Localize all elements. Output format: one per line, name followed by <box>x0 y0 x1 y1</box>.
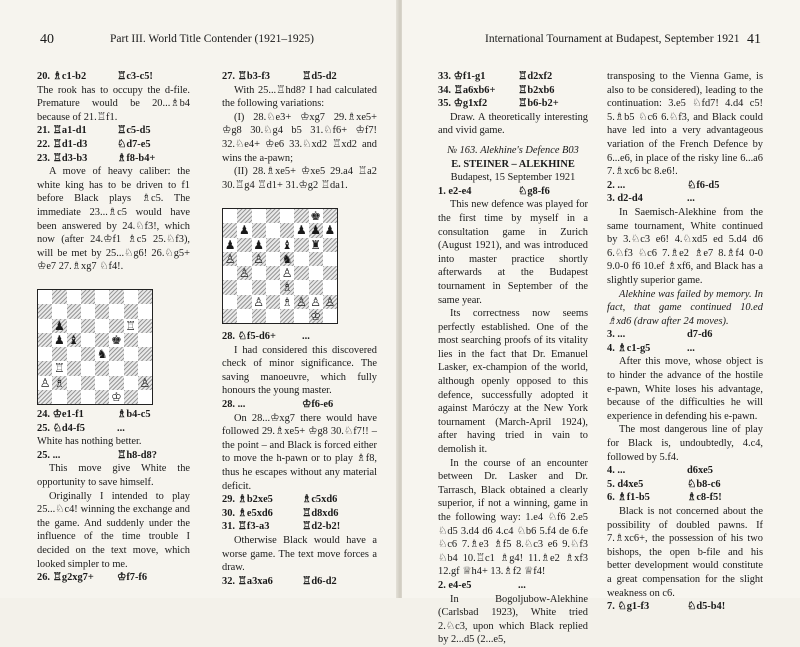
left-column-2-top <box>222 70 377 192</box>
board-square <box>237 252 251 266</box>
commentary: I had considered this discovered check of minor significance. The saving manoeuvre, which fully honours the young master. <box>222 344 377 397</box>
white-move: 3. d2-d4 <box>607 193 643 205</box>
black-move: d7-d6 <box>687 329 713 341</box>
board-square <box>38 333 52 347</box>
board-square <box>266 266 280 280</box>
board-square: ♞ <box>96 347 108 362</box>
board-square <box>95 333 109 347</box>
board-square <box>237 295 251 309</box>
board-square <box>223 266 237 280</box>
board-square <box>124 290 138 304</box>
white-move: 21. ♖a1-d1 <box>37 125 87 137</box>
white-move: 3. ... <box>607 329 626 341</box>
left-column-1-top <box>37 70 190 274</box>
commentary: (I) 28.♘e3+ ♔xg7 29.♗xe5+ ♔g8 30.♘g4 b5 31.♘f6+ ♔f7! 32.♘e4+ ♔e6 33.♘xd2 ♖xd2 and wins the a-pawn; <box>222 111 377 164</box>
move-line <box>37 138 190 152</box>
white-move: 26. ♖g2xg7+ <box>37 572 94 584</box>
board-square <box>309 280 323 294</box>
board-square: ♙ <box>295 294 307 309</box>
right-column-1 <box>438 70 588 647</box>
white-move: 1. e2-e4 <box>438 185 472 197</box>
board-square <box>223 295 237 309</box>
move-line <box>222 398 377 412</box>
board-square <box>223 280 237 294</box>
board-square <box>67 304 81 318</box>
board-square <box>237 309 251 323</box>
board-square <box>109 376 123 390</box>
white-move: 4. ♗c1-g5 <box>607 342 651 354</box>
move-line <box>438 185 588 199</box>
board-square: ♟ <box>53 332 65 347</box>
board-square <box>81 319 95 333</box>
black-move: ♖d2-b2! <box>302 521 341 533</box>
white-move: 23. ♖d3-b3 <box>37 152 88 164</box>
black-move: ♖b2xb6 <box>518 84 555 96</box>
move-line <box>222 493 377 507</box>
board-square <box>67 390 81 404</box>
board-square: ♟ <box>324 223 336 238</box>
white-move: 2. e4-e5 <box>438 579 472 591</box>
board-square <box>109 304 123 318</box>
commentary: In Bogoljubow-Alekhine (Carlsbad 1923), White tried 2.♘c3, upon which Black replied by 2...d5 (2...e5, <box>438 593 588 646</box>
board-square <box>323 252 337 266</box>
board-square <box>280 209 294 223</box>
right-column-2 <box>607 70 763 614</box>
black-move: ... <box>518 579 526 591</box>
commentary: With 25...♖hd8? I had calculated the following variations: <box>222 84 377 110</box>
black-move: d6xe5 <box>687 465 713 477</box>
page-number: 41 <box>747 32 761 47</box>
board-square: ♙ <box>139 375 151 390</box>
black-move: ... <box>117 422 125 434</box>
move-line <box>222 330 377 344</box>
commentary: Its correctness now seems perfectly established. One of the most searching proofs of its vitality lies in the fact that Dr. Emanuel Lasker, ex-champion of the world, although openly opposed to this defence, successfully adopted it against Maróczy at the New York tournament (March-April 1924), after having tried in vain to demolish it. <box>438 308 588 456</box>
black-move: ... <box>687 193 695 205</box>
black-move: ♘d7-e5 <box>117 138 151 150</box>
white-move: 28. ♘f5-d6+ <box>222 331 276 342</box>
board-square: ♙ <box>310 294 321 309</box>
board-square: ♔ <box>110 389 122 404</box>
chess-diagram-1 <box>37 289 153 405</box>
commentary: On 28...♔xg7 there would have followed 29.♗xe5+ ♔g8 30.♘f7!! – the point – and Black is forced either to move the h-pawn or to play ♗f8, thus he escapes without any material deficit. <box>222 412 377 492</box>
move-line <box>607 491 763 505</box>
board-square <box>252 209 266 223</box>
move-line <box>37 152 190 166</box>
board-square <box>323 280 337 294</box>
board-square: ♙ <box>253 294 264 309</box>
board-square <box>38 319 52 333</box>
board-square <box>138 361 152 375</box>
commentary: Otherwise Black would have a worse game. The text move forces a draw. <box>222 534 377 574</box>
game-heading: Budapest, 15 September 1921 <box>450 172 576 184</box>
board-square <box>266 223 280 237</box>
white-move: 33. ♔f1-g1 <box>438 71 486 82</box>
board-square <box>138 319 152 333</box>
board-square: ♙ <box>324 294 336 309</box>
black-move: ♖c3-c5! <box>117 71 153 82</box>
board-square <box>280 309 294 323</box>
black-move: ♘g8-f6 <box>518 185 550 197</box>
board-square: ♗ <box>281 280 293 295</box>
board-square <box>266 295 280 309</box>
commentary: A move of heavy caliber: the white king has to be driven to f1 before Black plays ♗c5. The immediate 23...♗c5 would have been answered by 24.♘f3!, which now (after 24.♔f1 ♗c5 25.♘f3), will be met by 25...♘g6! 26.♘g5+ ♔e7 27.♗xg7 ♘f4!. <box>37 166 190 273</box>
black-move: ♖d5-d2 <box>302 71 337 82</box>
left-column-2-bottom <box>222 330 377 588</box>
board-square <box>52 347 66 361</box>
move-line <box>607 478 763 492</box>
board-square: ♟ <box>253 237 264 252</box>
board-square <box>67 290 81 304</box>
board-square <box>294 280 308 294</box>
board-square: ♟ <box>224 237 236 252</box>
board-square: ♗ <box>53 375 65 390</box>
board-square <box>138 333 152 347</box>
commentary: transposing to the Vienna Game, is also to be considered), leading to the continuation: 3.e5 ♘fd7! 4.d4 c5! 5.♗b5 ♘c6 6.♘f3, and Black could have led into a very advantageous variation of the French Defence by 6...e6, in place of the risky line 6...a6 7.♗xc6 bc 8.e6!. <box>607 71 763 178</box>
board-square: ♟ <box>238 223 250 238</box>
running-header: International Tournament at Budapest, September 1921 <box>485 33 740 45</box>
board-square <box>81 347 95 361</box>
commentary: Draw. A theoretically interesting and vivid game. <box>438 111 588 137</box>
black-move: ♗c5xd6 <box>302 494 338 506</box>
board-square: ♙ <box>253 251 264 266</box>
black-move: ♘f6-d5 <box>687 179 720 191</box>
board-square <box>280 223 294 237</box>
white-move: 24. ♔e1-f1 <box>37 409 84 420</box>
move-line <box>607 192 763 206</box>
commentary: (II) 28.♗xe5+ ♔xe5 29.a4 ♖a2 30.♖g4 ♖d1+ 31.♔g2 ♖da1. <box>222 166 377 191</box>
board-square <box>38 290 52 304</box>
white-move: 29. ♗b2xe5 <box>222 494 273 506</box>
black-move: ♗b4-c5 <box>117 409 151 420</box>
board-square <box>323 209 337 223</box>
board-square <box>309 266 323 280</box>
board-square <box>95 304 109 318</box>
board-square <box>124 304 138 318</box>
board-square <box>52 290 66 304</box>
board-square <box>81 290 95 304</box>
board-square <box>109 319 123 333</box>
page-number: 40 <box>40 32 54 47</box>
black-move: ♔f7-f6 <box>117 572 148 584</box>
white-move: 30. ♗e5xd6 <box>222 507 273 519</box>
commentary: Black is not concerned about the possibility of doubled pawns. If 7.♗xc6+, the possession of his two bishops, the open b-file and his better development would constitute a great compensation for the slight weakness on c6. <box>607 506 763 599</box>
black-move: ♘d5-b4! <box>687 601 726 613</box>
board-square <box>67 319 81 333</box>
board-square <box>237 238 251 252</box>
black-move: ♘b8-c6 <box>687 478 721 490</box>
white-move: 31. ♖f3-a3 <box>222 521 270 533</box>
board-square: ♚ <box>310 209 321 224</box>
board-square <box>38 304 52 318</box>
board-square: ♙ <box>39 375 51 390</box>
black-move: ... <box>687 342 695 354</box>
board-square: ♜ <box>310 237 321 252</box>
board-square <box>81 333 95 347</box>
board-square <box>95 290 109 304</box>
running-header: Part III. World Title Contender (1921–1925) <box>110 33 314 45</box>
board-square <box>266 252 280 266</box>
move-line <box>37 422 190 436</box>
white-move: 5. d4xe5 <box>607 478 644 490</box>
board-square <box>252 223 266 237</box>
commentary: This move give White the opportunity to save himself. <box>37 463 190 488</box>
board-square <box>81 304 95 318</box>
white-move: 34. ♖a6xb6+ <box>438 84 496 96</box>
board-square <box>323 309 337 323</box>
white-move: 25. ... <box>37 449 61 461</box>
board-square <box>138 290 152 304</box>
board-square: ♙ <box>224 251 236 266</box>
black-move: ♗c8-f5! <box>687 492 722 504</box>
board-square <box>138 347 152 361</box>
board-square <box>38 361 52 375</box>
board-square <box>252 266 266 280</box>
board-square <box>266 238 280 252</box>
board-square <box>81 390 95 404</box>
board-square <box>252 309 266 323</box>
board-square: ♟ <box>53 318 65 333</box>
board-square <box>266 280 280 294</box>
board-square <box>294 252 308 266</box>
move-line <box>37 571 190 585</box>
white-move: 4. ... <box>607 465 626 477</box>
commentary: In the course of an encounter between Dr. Lasker and Dr. Tarrasch, Black obtained a clearly superior, if not a winning, game in the following way: 1.e4 ♘f6 2.e5 ♘d5 3.d4 d6 4.c4 ♘b6 5.f4 de 6.fe ♘c6 7.♗e3 ♗f5 8.♘c3 e6 9.♘f3 ♘b4 10.♖c1 ♗g4! 11.♗e2 ♗xf3 12.gf ♕h4+ 13.♗f2 ♕f4! <box>438 457 588 578</box>
board-square <box>95 319 109 333</box>
board-square <box>81 361 95 375</box>
board-square: ♝ <box>281 237 293 252</box>
white-move: 27. ♖b3-f3 <box>222 71 270 82</box>
board-square <box>294 309 308 323</box>
board-square <box>223 223 237 237</box>
commentary: The most dangerous line of play for Black is, undoubtedly, 4.c4, followed by 5.f4. <box>607 424 763 463</box>
move-line <box>37 408 190 422</box>
board-square <box>81 376 95 390</box>
board-square <box>309 252 323 266</box>
move-line <box>222 70 377 84</box>
board-square: ♔ <box>310 308 321 323</box>
board-square: ♞ <box>281 251 293 266</box>
board-square <box>266 309 280 323</box>
board-square <box>38 390 52 404</box>
white-move: 22. ♖d1-d3 <box>37 138 88 150</box>
move-line <box>222 575 377 589</box>
white-move: 35. ♔g1xf2 <box>438 98 488 110</box>
white-move: 32. ♖a3xa6 <box>222 575 273 587</box>
board-square <box>124 347 138 361</box>
board-square <box>223 309 237 323</box>
move-line <box>607 328 763 342</box>
board-square <box>109 361 123 375</box>
board-square <box>294 209 308 223</box>
right-page <box>402 0 800 646</box>
commentary: The rook has to occupy the d-file. Premature would be 20...♗b4 because of 21.♖f1. <box>37 84 190 123</box>
black-move: ♖d2xf2 <box>518 71 553 82</box>
board-square <box>109 290 123 304</box>
white-move: 20. ♗c1-b2 <box>37 71 87 82</box>
board-square <box>124 333 138 347</box>
move-line <box>438 84 588 98</box>
black-move: ♖c5-d5 <box>117 125 151 137</box>
commentary: This new defence was played for the first time by myself in a consultation game in Zurich (August 1921), and was introduced into master practice shortly afterwards at the Budapest tournament in September of the same year. <box>438 199 588 306</box>
chess-diagram-2 <box>222 208 338 324</box>
board-square: ♗ <box>281 294 293 309</box>
board-square: ♚ <box>110 332 122 347</box>
move-line <box>37 449 190 463</box>
board-square: ♟ <box>295 223 307 238</box>
board-square <box>124 361 138 375</box>
game-heading: № 163. Alekhine's Defence B03 <box>447 144 579 156</box>
board-square <box>266 209 280 223</box>
board-square <box>109 347 123 361</box>
white-move: 2. ... <box>607 179 626 191</box>
board-square <box>67 376 81 390</box>
commentary: Originally I intended to play 25...♘c4! winning the exchange and the game. And suddenly under the influence of the time trouble I decided on the text move, which looked simpler to me. <box>37 490 190 570</box>
left-page <box>0 0 398 598</box>
board-square <box>323 238 337 252</box>
board-square <box>67 361 81 375</box>
board-square <box>52 390 66 404</box>
board-square <box>237 280 251 294</box>
board-square <box>52 304 66 318</box>
board-square <box>223 209 237 223</box>
board-square <box>237 209 251 223</box>
commentary: In Saemisch-Alekhine from the same tournament, White continued by 3.♘c3 e6! 4.♘xd5 ed 5.d4 d6 6.♘f3 ♘c6 7.♗e2 ♗e7 8.♗f4 0-0 9.0-0 f6 10.ef ♗xf6, and Black has a slightly superior game. <box>607 206 763 286</box>
board-square <box>124 376 138 390</box>
black-move: ♗f8-b4+ <box>117 152 156 164</box>
move-line <box>607 179 763 193</box>
commentary: After this move, whose object is to hinder the advance of the hostile e-pawn, White loses his advantage, because of the difficulties he will experience in defending his e-pawn. <box>607 356 763 422</box>
board-square: ♝ <box>68 332 79 347</box>
board-square <box>138 304 152 318</box>
board-square: ♖ <box>125 318 136 333</box>
move-line <box>607 464 763 478</box>
board-square <box>294 266 308 280</box>
move-line <box>438 579 588 593</box>
board-square <box>252 280 266 294</box>
move-line <box>438 70 588 84</box>
black-move: ... <box>302 331 310 342</box>
white-move: 6. ♗f1-b5 <box>607 492 650 504</box>
board-square <box>124 390 138 404</box>
board-square <box>294 238 308 252</box>
board-square: ♖ <box>53 361 65 376</box>
board-square: ♙ <box>238 266 250 281</box>
move-line <box>438 97 588 111</box>
move-line <box>222 507 377 521</box>
move-line <box>607 600 763 614</box>
move-line <box>37 124 190 138</box>
black-move: ♔f6-e6 <box>302 398 334 410</box>
black-move: ♖h8-d8? <box>117 449 157 461</box>
black-move: ♖d8xd6 <box>302 507 339 519</box>
board-square <box>38 347 52 361</box>
move-line <box>37 70 190 84</box>
commentary: White has nothing better. <box>37 436 142 448</box>
black-move: ♖d6-d2 <box>302 575 337 587</box>
board-square: ♟ <box>310 223 321 238</box>
commentary: Alekhine was failed by memory. In fact, that game continued 10.ed ♗xd6 (draw after 24 moves). <box>607 288 763 327</box>
left-column-1-bottom <box>37 408 190 585</box>
game-heading: E. STEINER – ALEKHINE <box>451 158 575 170</box>
white-move: 28. ... <box>222 398 246 410</box>
move-line <box>222 520 377 534</box>
white-move: 25. ♘d4-f5 <box>37 422 85 434</box>
board-square <box>138 390 152 404</box>
white-move: 7. ♘g1-f3 <box>607 601 650 613</box>
board-square <box>95 390 109 404</box>
board-square <box>95 361 109 375</box>
move-line <box>607 342 763 356</box>
board-square <box>95 376 109 390</box>
board-square: ♙ <box>281 266 293 281</box>
black-move: ♖b6-b2+ <box>518 98 559 110</box>
board-square <box>323 266 337 280</box>
board-square <box>67 347 81 361</box>
